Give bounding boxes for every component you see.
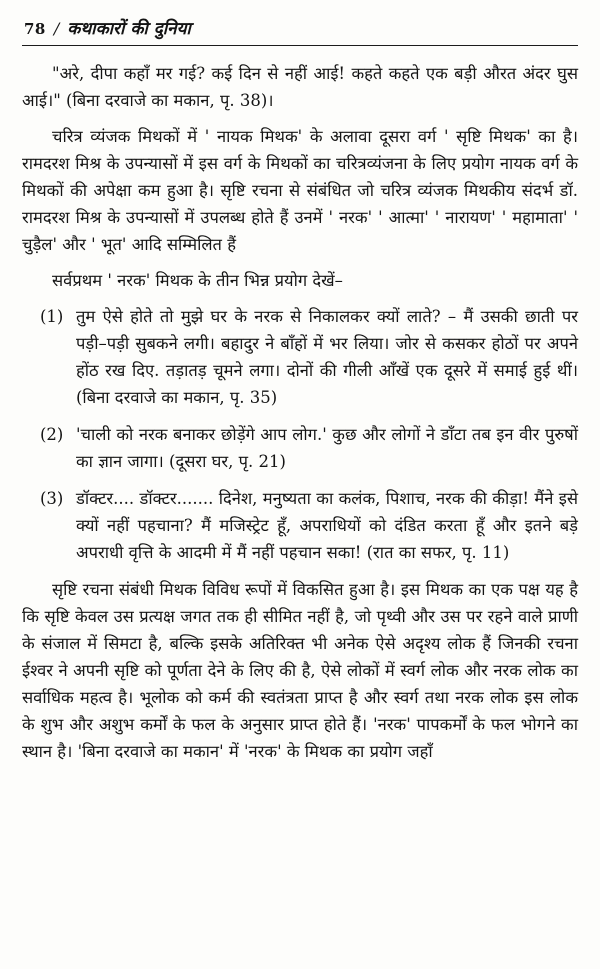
- numbered-example-3: [22, 485, 578, 566]
- list-marker-2: (2): [40, 425, 64, 444]
- header-rule: [22, 45, 578, 46]
- book-title: कथाकारों की दुनिया: [67, 19, 191, 39]
- list-text-2: 'चाली को नरक बनाकर छोड़ेंगे आप लोग.' कुछ और लोगों ने डाँटा तब इन वीर पुरुषों का ज्ञान जागा। (दूसरा घर, पृ. 21): [76, 425, 578, 471]
- page-header: [22, 14, 578, 45]
- header-separator: /: [53, 19, 60, 38]
- numbered-example-2: [22, 421, 578, 475]
- lead-in-line: सर्वप्रथम ' नरक' मिथक के तीन भिन्न प्रयोग देखें–: [52, 271, 343, 290]
- quote-paragraph: "अरे, दीपा कहाँ मर गई? कई दिन से नहीं आई! कहते कहते एक बड़ी औरत अंदर घुस आई।" (बिना दरवाजे का मकान, पृ. 38)।: [22, 64, 578, 110]
- numbered-example-1: [22, 303, 578, 411]
- list-text-3: डॉक्टर.... डॉक्टर....... दिनेश, मनुष्यता का कलंक, पिशाच, नरक की कीड़ा! मैंने इसे क्यों नहीं पहचाना? मैं मजिस्ट्रेट हूँ, अपराधियों को दंडित करता हूँ और इतने बड़े अपराधी वृत्ति के आदमी में मैं नहीं पहचान सका! (रात का सफर, पृ. 11): [76, 489, 578, 562]
- list-text-1: तुम ऐसे होते तो मुझे घर के नरक से निकालकर क्यों लाते? – मैं उसकी छाती पर पड़ी–पड़ी सुबकने लगी। बहादुर ने बाँहों में भर लिया। जोर से कसकर होठों पर अपने होंठ रख दिए. तड़ातड़ चूमने लगा। दोनों की गीली आँखें एक दूसरे में समाई हुई थीं। (बिना दरवाजे का मकान, पृ. 35): [76, 307, 578, 407]
- page-number: 78: [24, 20, 46, 38]
- list-marker-1: (1): [40, 307, 64, 326]
- paragraph-myth-category: चरित्र व्यंजक मिथकों में ' नायक मिथक' के अलावा दूसरा वर्ग ' सृष्टि मिथक' का है। रामदरश मिश्र के उपन्यासों में इस वर्ग के मिथकों का चरित्रव्यंजना के लिए प्रयोग नायक वर्ग के मिथकों की अपेक्षा कम हुआ है। सृष्टि रचना से संबंधित जो चरित्र व्यंजक मिथकीय संदर्भ डॉ. रामदरश मिश्र के उपन्यासों में उपलब्ध होते हैं उनमें ' नरक' ' आत्मा' ' नारायण' ' महामाता' ' चुड़ैल' और ' भूत' आदि सम्मिलित हैं: [22, 127, 578, 254]
- page-body: [22, 60, 578, 765]
- closing-paragraph: सृष्टि रचना संबंधी मिथक विविध रूपों में विकसित हुआ है। इस मिथक का एक पक्ष यह है कि सृष्टि केवल उस प्रत्यक्ष जगत तक ही सीमित नहीं है, जो पृथ्वी और उस पर रहने वाले प्राणी के संजाल में सिमटा है, बल्कि इसके अतिरिक्त भी अनेक ऐसे अदृश्य लोक हैं जिनकी रचना ईश्वर ने अपनी सृष्टि को पूर्णता देने के लिए की है, ऐसे लोकों में स्वर्ग लोक और नरक लोक का सर्वाधिक महत्व है। भूलोक को कर्म की स्वतंत्रता प्राप्त है और स्वर्ग तथा नरक लोक इस लोक के शुभ और अशुभ कर्मों के फल के अनुसार प्राप्त होते हैं। 'नरक' पापकर्मों के फल भोगने का स्थान है। 'बिना दरवाजे का मकान' में 'नरक' के मिथक का प्रयोग जहाँ: [22, 580, 578, 761]
- list-marker-3: (3): [40, 489, 64, 508]
